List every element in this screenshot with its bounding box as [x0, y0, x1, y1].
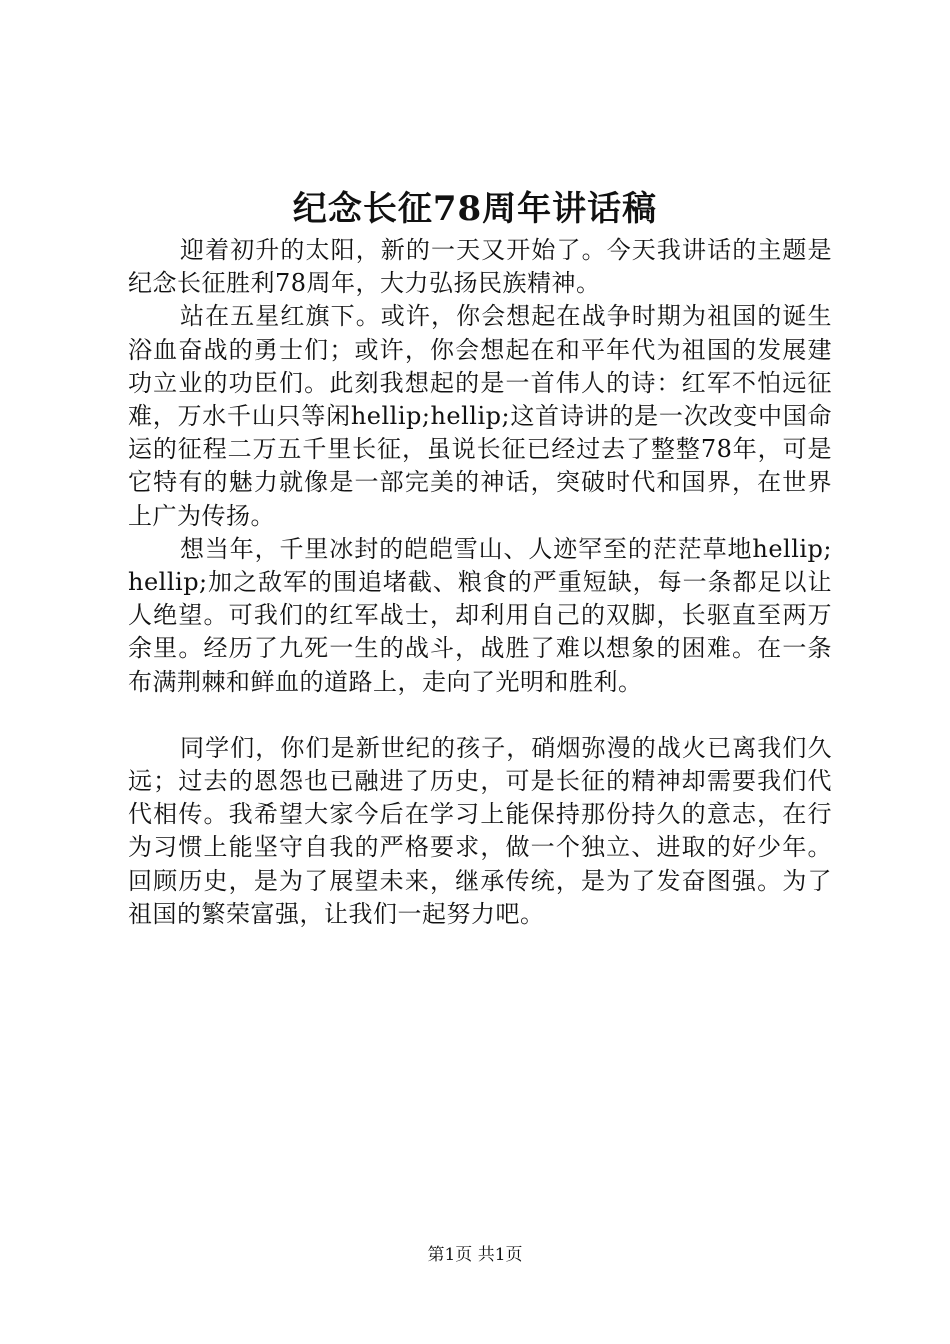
paragraph-2: 站在五星红旗下。或许，你会想起在战争时期为祖国的诞生浴血奋战的勇士们；或许，你会想起在和平年代为祖国的发展建功立业的功臣们。此刻我想起的是一首伟人的诗：红军不怕远征难，万水千山只等闲hellip;hellip;这首诗讲的是一次改变中国命运的征程二万五千里长征，虽说长征已经过去了整整78年，可是它特有的魅力就像是一部完美的神话，突破时代和国界，在世界上广为传扬。	[128, 302, 832, 530]
paragraph-3: 想当年，千里冰封的皑皑雪山、人迹罕至的茫茫草地hellip;hellip;加之敌军的围追堵截、粮食的严重短缺，每一条都足以让人绝望。可我们的红军战士，却利用自己的双脚，长驱直至两万余里。经历了九死一生的战斗，战胜了难以想象的困难。在一条布满荆棘和鲜血的道路上，走向了光明和胜利。	[128, 534, 832, 696]
paragraph-1: 迎着初升的太阳，新的一天又开始了。今天我讲话的主题是纪念长征胜利78周年，大力弘扬民族精神。	[128, 236, 832, 298]
document-body	[128, 234, 832, 931]
document-title: 纪念长征78周年讲话稿	[292, 189, 658, 229]
page-footer: 第1页 共1页	[427, 1245, 523, 1265]
paragraph-4: 同学们，你们是新世纪的孩子，硝烟弥漫的战火已离我们久远；过去的恩怨也已融进了历史，可是长征的精神却需要我们代代相传。我希望大家今后在学习上能保持那份持久的意志，在行为习惯上能坚守自我的严格要求，做一个独立、进取的好少年。回顾历史，是为了展望未来，继承传统，是为了发奋图强。为了祖国的繁荣富强，让我们一起努力吧。	[128, 733, 832, 928]
